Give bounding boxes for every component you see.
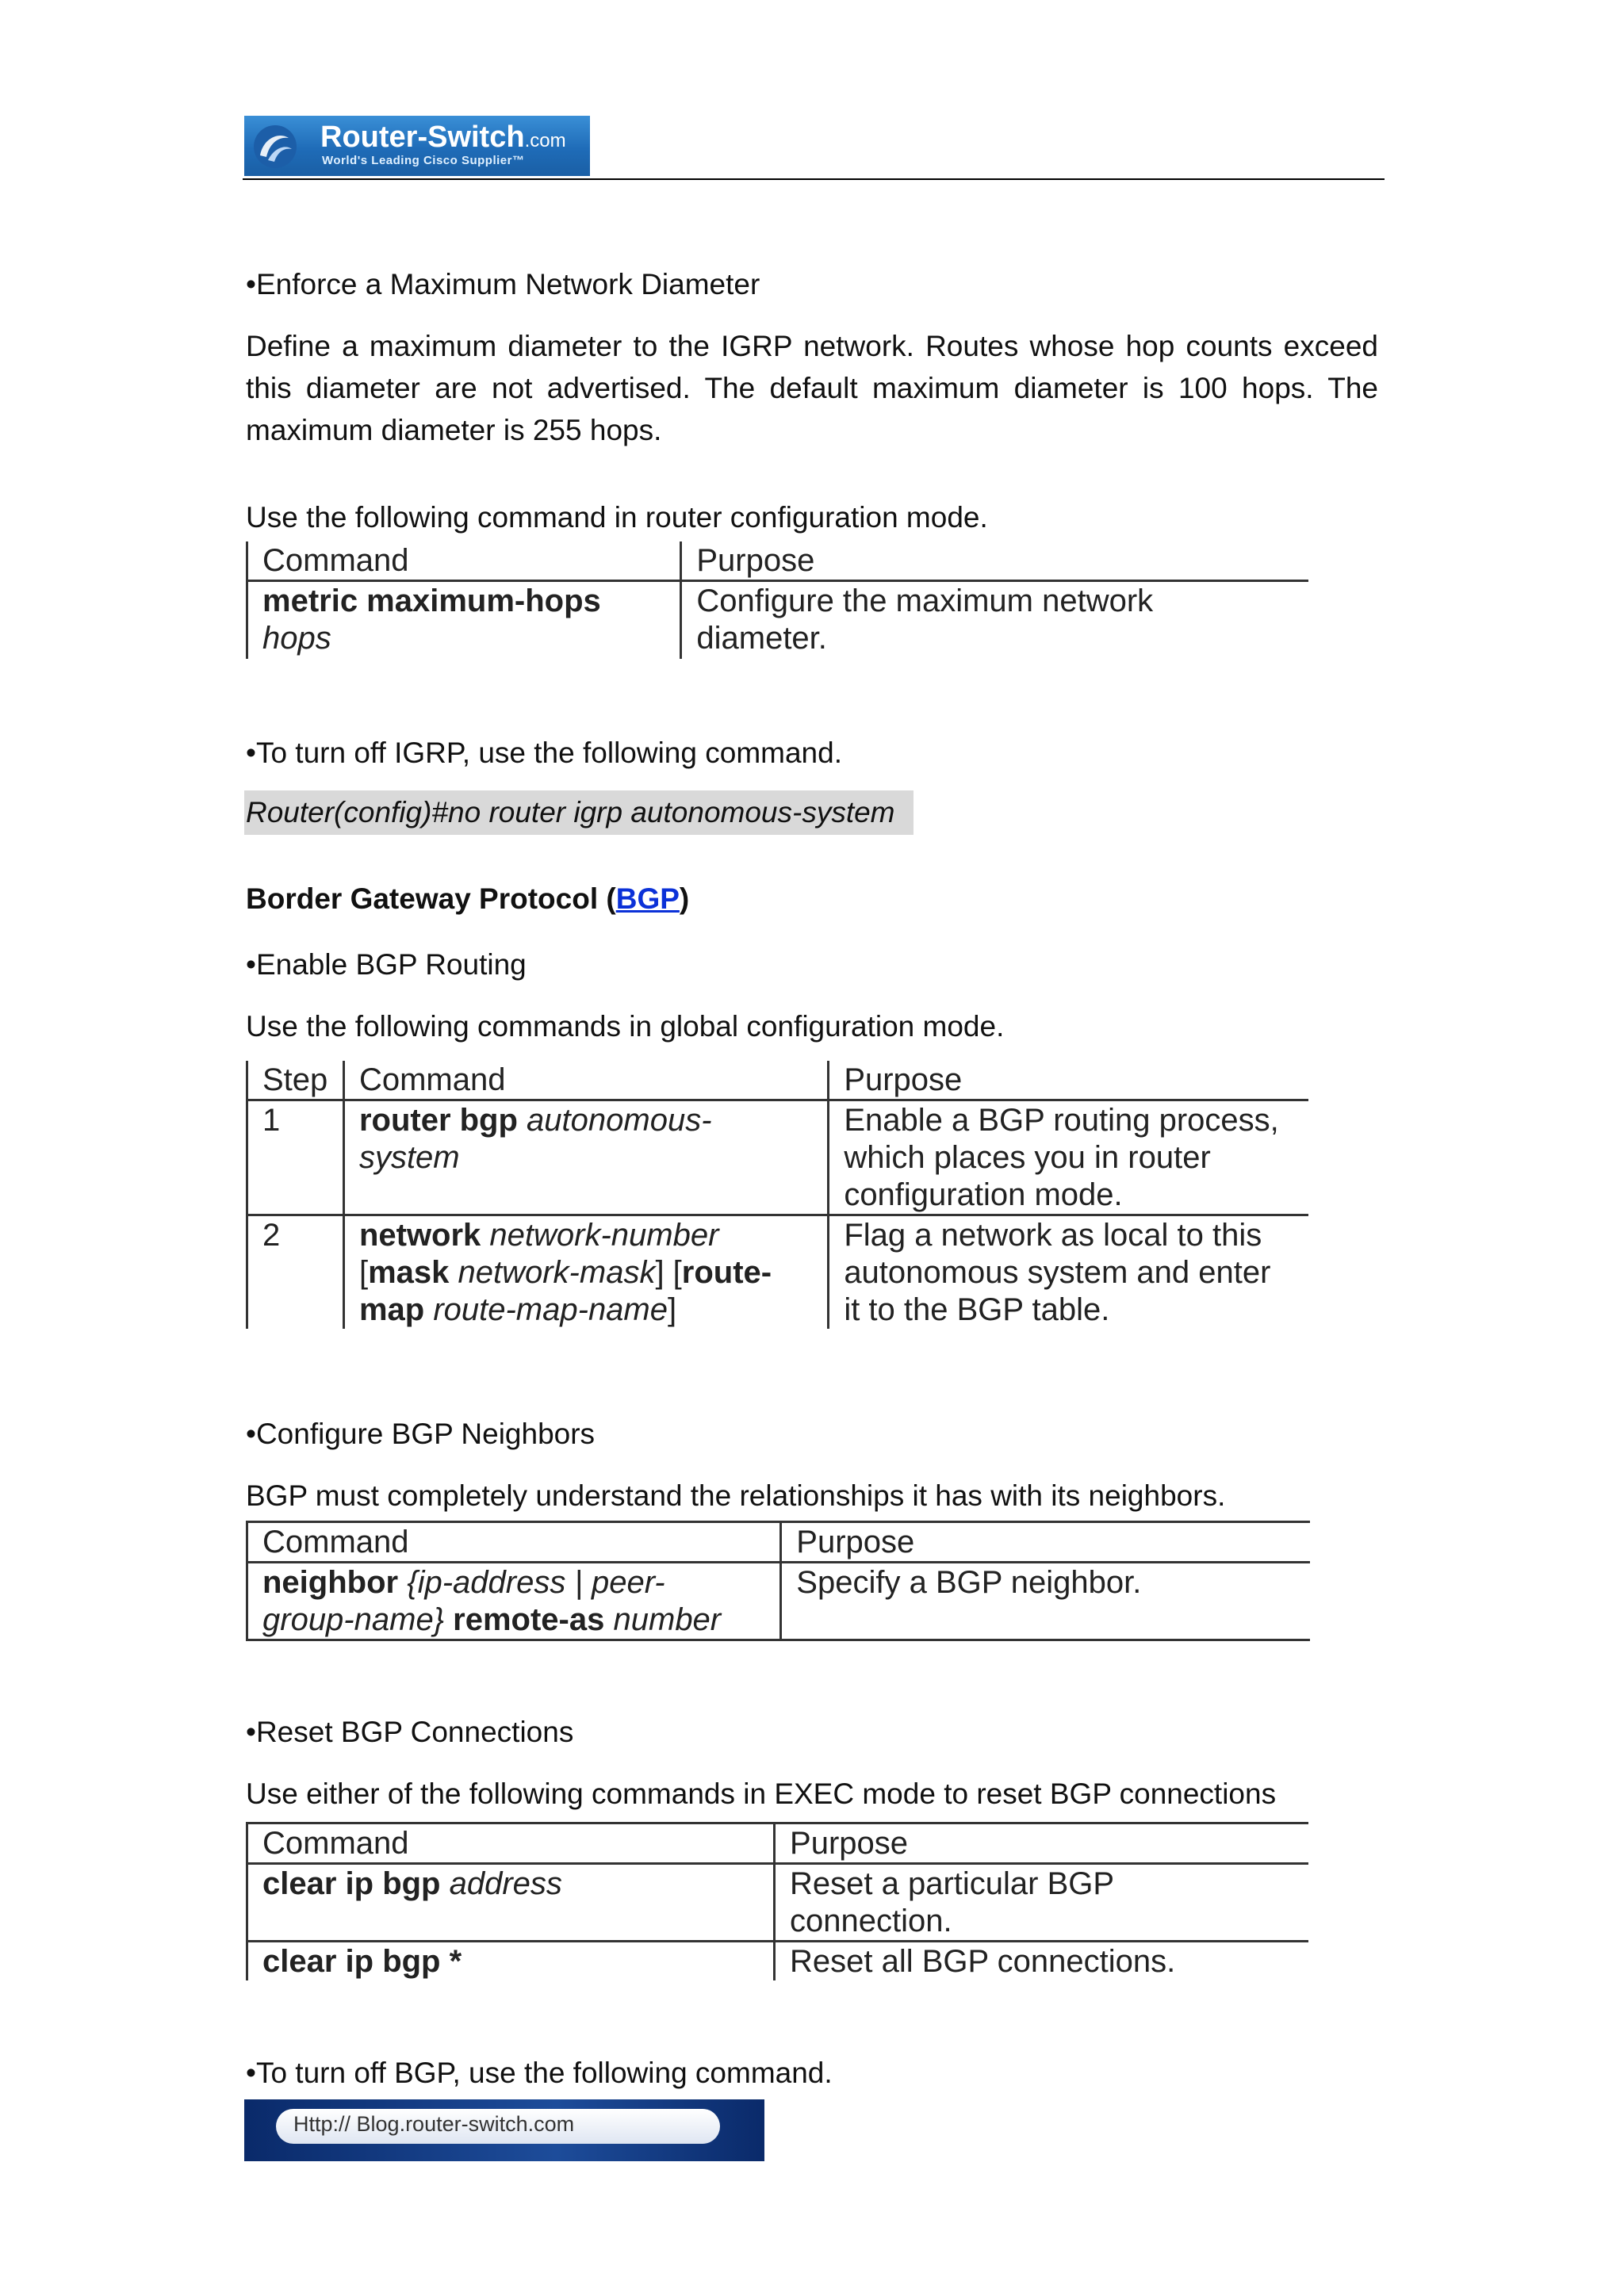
table-max-hops <box>246 541 1308 659</box>
bullet-turn-off-bgp: •To turn off BGP, use the following command. <box>246 2057 833 2089</box>
col-header-purpose: Purpose <box>829 1061 1308 1100</box>
table-reset-bgp <box>246 1822 1308 1980</box>
table-cell-purpose: Configure the maximum network diameter. <box>696 584 1154 656</box>
neighbor-purpose-cell: Specify a BGP neighbor. <box>796 1565 1142 1600</box>
command-cell-2: network network-number [mask network-mask] [route-map route-map-name] <box>343 1215 828 1330</box>
table-cell-command: metric maximum-hops hops <box>247 581 681 660</box>
router-switch-logo <box>244 116 590 176</box>
blog-banner[interactable] <box>244 2099 764 2161</box>
reset-command-cell-1: clear ip bgp address <box>247 1864 775 1942</box>
reset-purpose-cell-1: Reset a particular BGP connection. <box>775 1864 1308 1942</box>
intro-global-config: Use the following commands in global configuration mode. <box>246 1010 1005 1043</box>
table-enable-bgp <box>246 1061 1308 1329</box>
header-divider <box>243 178 1385 180</box>
col-header-command: Command <box>247 541 681 581</box>
bullet-max-diameter: •Enforce a Maximum Network Diameter <box>246 268 760 300</box>
col-header-purpose: Purpose <box>775 1823 1308 1864</box>
col-header-command: Command <box>247 1823 775 1864</box>
intro-neighbors: BGP must completely understand the relationships it has with its neighbors. <box>246 1479 1226 1512</box>
col-header-step: Step <box>247 1061 344 1100</box>
logo-tagline: World's Leading Cisco Supplier™ <box>322 154 525 167</box>
col-header-command: Command <box>343 1061 828 1100</box>
intro-reset-bgp: Use either of the following commands in EXEC mode to reset BGP connections <box>246 1777 1277 1810</box>
step-cell-1: 1 <box>247 1100 344 1215</box>
col-header-command: Command <box>247 1522 781 1563</box>
step-cell-2: 2 <box>247 1215 344 1330</box>
command-cell-1: router bgp autonomous-system <box>343 1100 828 1215</box>
intro-router-config: Use the following command in router configuration mode. <box>246 501 988 534</box>
table-bgp-neighbors <box>246 1521 1310 1641</box>
bullet-reset-bgp: •Reset BGP Connections <box>246 1716 574 1748</box>
logo-title: Router-Switch.com <box>320 121 566 154</box>
purpose-cell-1: Enable a BGP routing process, which places you in router configuration mode. <box>829 1100 1308 1215</box>
code-no-router-igrp: Router(config)#no router igrp autonomous-system <box>244 790 914 835</box>
bullet-enable-bgp: •Enable BGP Routing <box>246 948 527 981</box>
bgp-link[interactable]: BGP <box>615 882 680 915</box>
neighbor-command-cell: neighbor {ip-address | peer-group-name} remote-as number <box>247 1563 781 1640</box>
col-header-purpose: Purpose <box>681 541 1308 581</box>
reset-command-cell-2: clear ip bgp * <box>247 1942 775 1981</box>
bullet-configure-neighbors: •Configure BGP Neighbors <box>246 1418 596 1450</box>
reset-purpose-cell-2: Reset all BGP connections. <box>790 1944 1176 1979</box>
logo-swirl-icon <box>252 124 298 170</box>
paragraph-max-diameter: Define a maximum diameter to the IGRP network. Routes whose hop counts exceed this diameter are not advertised. The default maximum diameter is 100 hops. The maximum diameter is 255 hops. <box>246 330 1378 446</box>
heading-bgp: Border Gateway Protocol (BGP) <box>246 882 690 915</box>
purpose-cell-2: Flag a network as local to this autonomous system and enter it to the BGP table. <box>844 1218 1271 1327</box>
banner-url-text: Http:// Blog.router-switch.com <box>293 2112 575 2136</box>
col-header-purpose: Purpose <box>781 1522 1310 1563</box>
bullet-turn-off-igrp: •To turn off IGRP, use the following command. <box>246 737 842 769</box>
